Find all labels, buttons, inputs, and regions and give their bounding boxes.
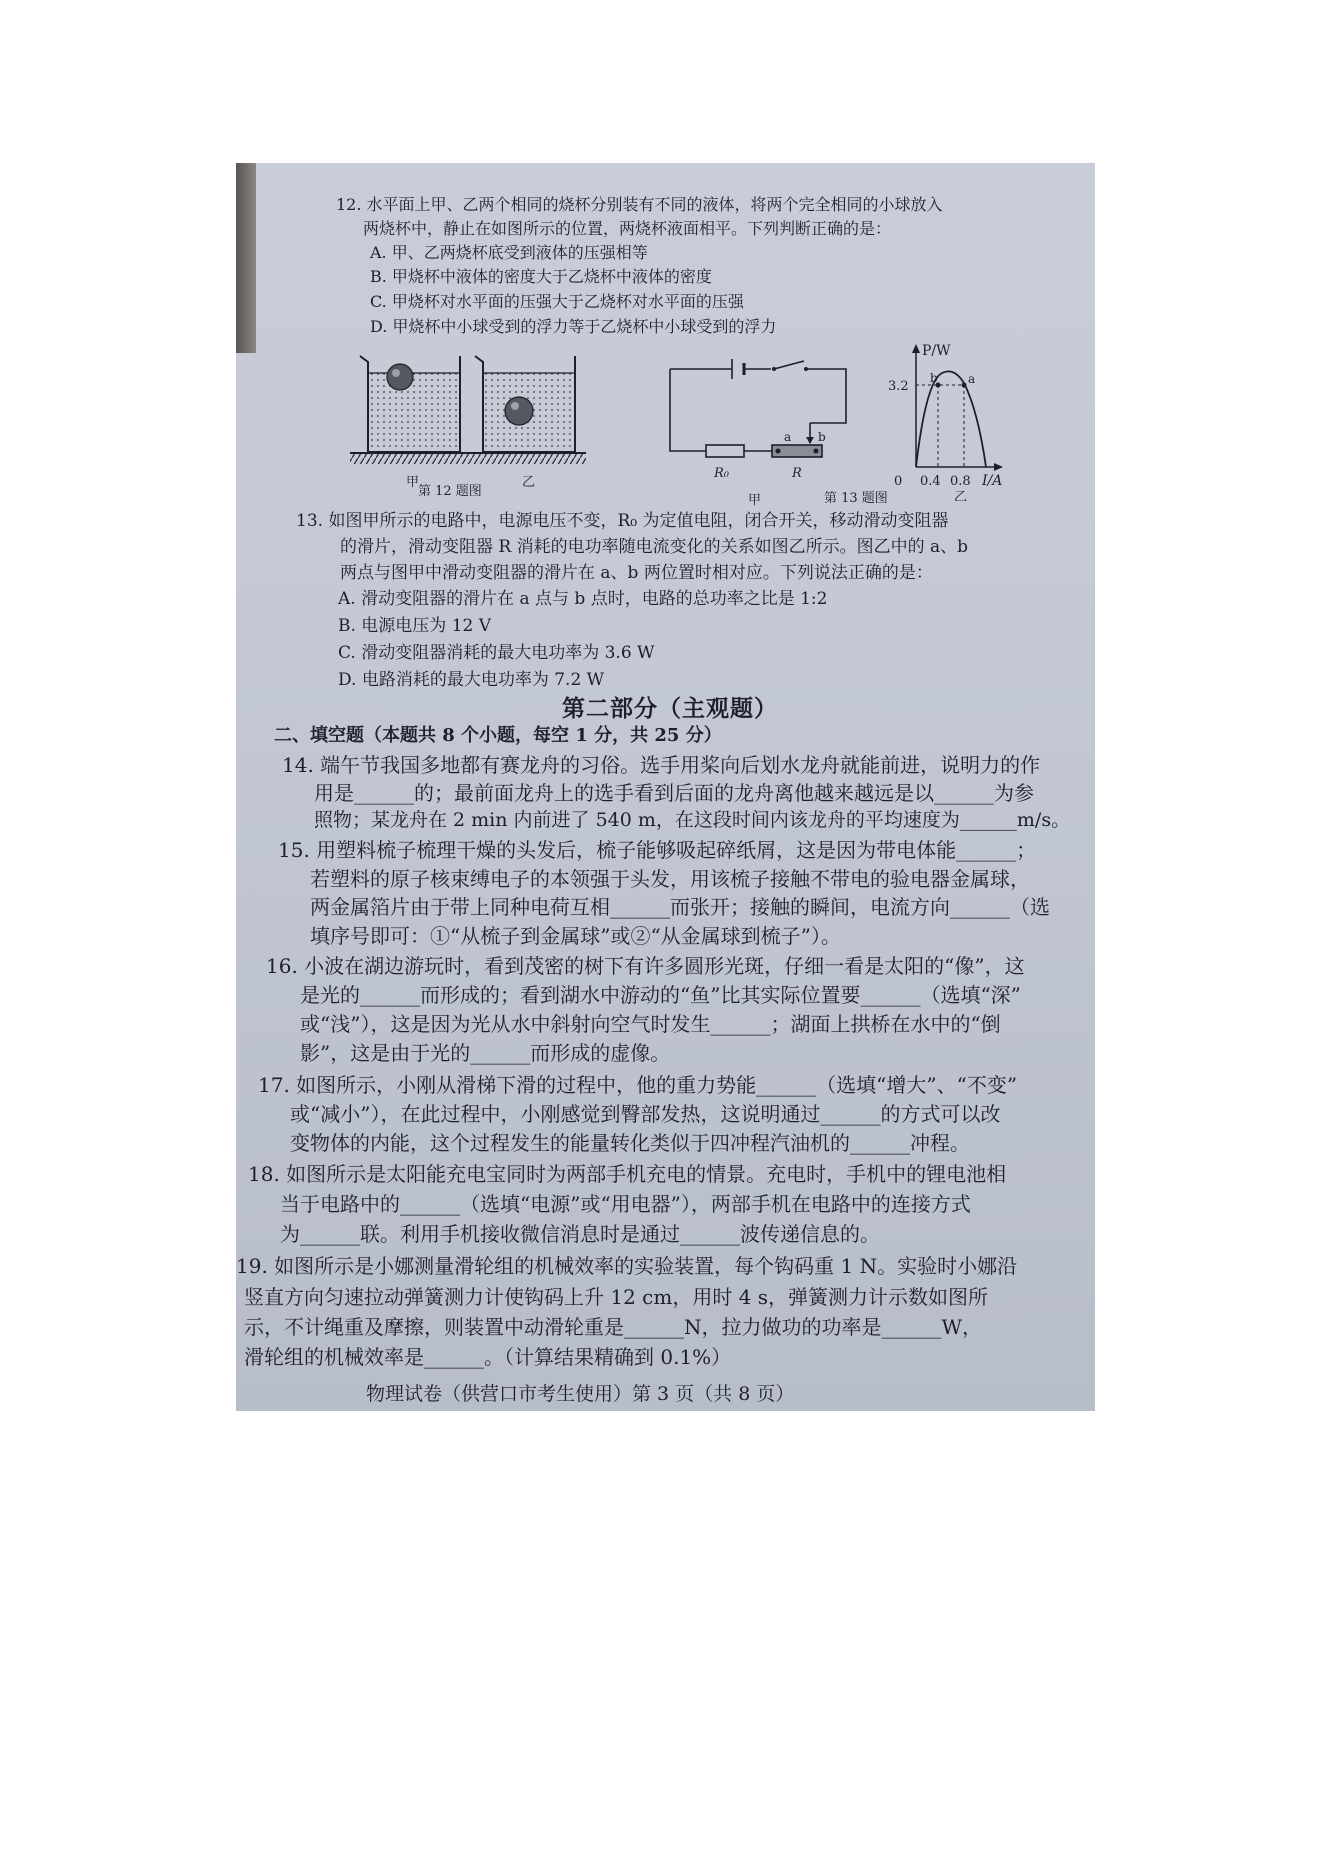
q13-line3: 两点与图甲中滑动变阻器的滑片在 a、b 两位置时相对应。下列说法正确的是：	[340, 563, 933, 583]
q18-line1: 18. 如图所示是太阳能充电宝同时为两部手机充电的情景。充电时，手机中的锂电池相	[248, 1162, 1007, 1186]
q16-line3: 或“浅”），这是因为光从水中斜射向空气时发生______；湖面上拱桥在水中的“倒	[300, 1012, 1001, 1036]
q12-line1: 12. 水平面上甲、乙两个相同的烧杯分别装有不同的液体，将两个完全相同的小球放入	[336, 195, 943, 214]
circuit-label: 甲	[748, 493, 762, 508]
fig12-caption: 第 12 题图	[418, 484, 482, 499]
q13-option-c: C. 滑动变阻器消耗的最大电功率为 3.6 W	[338, 643, 655, 663]
q14-line1: 14. 端午节我国多地都有赛龙舟的习俗。选手用桨向后划水龙舟就能前进，说明力的作	[282, 753, 1041, 777]
q12-option-c: C. 甲烧杯对水平面的压强大于乙烧杯对水平面的压强	[370, 292, 744, 311]
q13-option-b: B. 电源电压为 12 V	[338, 616, 492, 636]
q12-line2: 两烧杯中，静止在如图所示的位置，两烧杯液面相平。下列判断正确的是：	[363, 219, 892, 238]
graph-x-axis-label: I/A	[982, 473, 1003, 489]
q16-line4: 影”，这是由于光的______而形成的虚像。	[300, 1041, 671, 1065]
q13-option-a: A. 滑动变阻器的滑片在 a 点与 b 点时，电路的总功率之比是 1:2	[338, 589, 828, 609]
q19-line4: 滑轮组的机械效率是______。（计算结果精确到 0.1%）	[244, 1345, 732, 1369]
q19-line1: 19. 如图所示是小娜测量滑轮组的机械效率的实验装置，每个钩码重 1 N。实验时小娜沿	[236, 1254, 1018, 1278]
graph-label: 乙	[954, 490, 968, 501]
section-fill-blank: 二、填空题（本题共 8 个小题，每空 1 分，共 25 分）	[274, 725, 722, 746]
q16-line1: 16. 小波在湖边游玩时，看到茂密的树下有许多圆形光斑，仔细一看是太阳的“像”，这	[266, 954, 1025, 978]
q13-line2: 的滑片，滑动变阻器 R 消耗的电功率随电流变化的关系如图乙所示。图乙中的 a、b	[340, 537, 969, 557]
q14-line3: 照物；某龙舟在 2 min 内前进了 540 m，在这段时间内该龙舟的平均速度为______m/s。	[314, 809, 1071, 831]
graph-point-b: b	[930, 371, 938, 385]
fig13-caption: 第 13 题图	[824, 491, 888, 506]
q15-line3: 两金属箔片由于带上同种电荷互相______而张开；接触的瞬间，电流方向______（选	[310, 895, 1050, 919]
page-footer: 物理试卷（供营口市考生使用）第 3 页（共 8 页）	[366, 1383, 795, 1405]
fig13-circuit	[666, 353, 856, 493]
graph-x-tick-1: 0.4	[920, 474, 941, 489]
q15-line4: 填序号即可：①“从梳子到金属球”或②“从金属球到梳子”）。	[310, 924, 841, 948]
graph-point-a: a	[968, 372, 976, 386]
q19-line2: 竖直方向匀速拉动弹簧测力计使钩码上升 12 cm，用时 4 s，弹簧测力计示数如图所	[244, 1285, 989, 1309]
beaker-right-label: 乙	[522, 475, 536, 488]
q16-line2: 是光的______而形成的；看到湖水中游动的“鱼”比其实际位置要______（选填“深”	[300, 983, 1021, 1007]
beaker-left	[360, 356, 460, 452]
q13-line1: 13. 如图甲所示的电路中，电源电压不变，R₀ 为定值电阻，闭合开关，移动滑动变阻器	[296, 511, 949, 531]
fig13-graph	[882, 341, 1022, 501]
r-label: R	[792, 466, 802, 481]
graph-x-tick-2: 0.8	[950, 474, 971, 489]
q18-line3: 为______联。利用手机接收微信消息时是通过______波传递信息的。	[280, 1222, 880, 1246]
q13-option-d: D. 电路消耗的最大电功率为 7.2 W	[338, 670, 605, 690]
q17-line2: 或“减小”），在此过程中，小刚感觉到臀部发热，这说明通过______的方式可以改	[290, 1102, 1001, 1126]
slider-b-label: b	[818, 430, 826, 444]
graph-y-tick: 3.2	[888, 379, 909, 394]
graph-x-tick-0: 0	[894, 474, 903, 489]
beaker-right	[475, 356, 575, 452]
fig12-beakers	[346, 348, 646, 488]
part2-title: 第二部分（主观题）	[562, 695, 778, 722]
q12-option-d: D. 甲烧杯中小球受到的浮力等于乙烧杯中小球受到的浮力	[370, 317, 777, 336]
ball-left	[387, 364, 413, 390]
q15-line2: 若塑料的原子核束缚电子的本领强于头发，用该梳子接触不带电的验电器金属球，	[310, 867, 1030, 891]
r0-label: R₀	[714, 466, 729, 481]
graph-y-axis-label: P/W	[922, 343, 951, 359]
slider-a-label: a	[784, 430, 792, 444]
q12-option-b: B. 甲烧杯中液体的密度大于乙烧杯中液体的密度	[370, 267, 712, 286]
q14-line2: 用是______的；最前面龙舟上的选手看到后面的龙舟离他越来越远是以______为参	[314, 781, 1034, 805]
q18-line2: 当于电路中的______（选填“电源”或“用电器”），两部手机在电路中的连接方式	[280, 1192, 971, 1216]
q19-line3: 示，不计绳重及摩擦，则装置中动滑轮重是______N，拉力做功的功率是______W，	[244, 1315, 983, 1339]
q15-line1: 15. 用塑料梳子梳理干燥的头发后，梳子能够吸起碎纸屑，这是因为带电体能______；	[278, 838, 1037, 862]
resistor-r0	[706, 445, 744, 457]
ball-right	[505, 397, 533, 425]
photo-dark-edge	[236, 163, 256, 353]
exam-page-photo	[236, 163, 1095, 1411]
q17-line3: 变物体的内能，这个过程发生的能量转化类似于四冲程汽油机的______冲程。	[290, 1131, 970, 1155]
q12-option-a: A. 甲、乙两烧杯底受到液体的压强相等	[370, 243, 648, 262]
power-curve	[916, 371, 986, 467]
q17-line1: 17. 如图所示，小刚从滑梯下滑的过程中，他的重力势能______（选填“增大”、“不变”	[258, 1073, 1018, 1097]
beaker-left-label: 甲	[406, 475, 420, 488]
